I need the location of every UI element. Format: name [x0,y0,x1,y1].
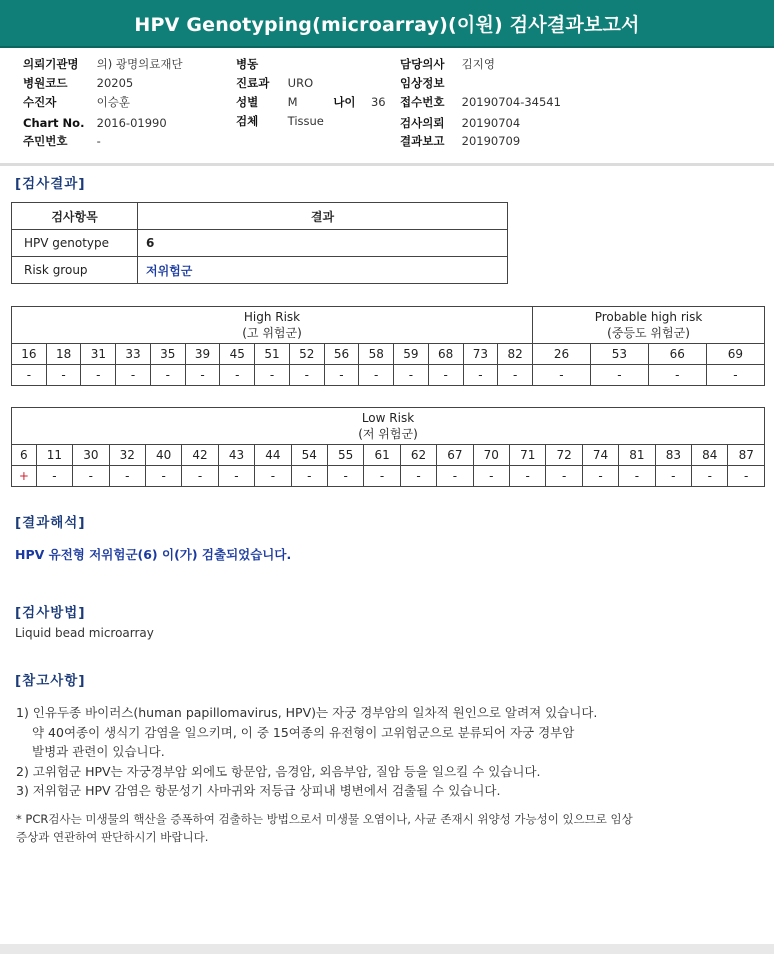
hr-result-cell: - [116,365,151,386]
lr-result-cell: - [291,466,327,487]
hr-result-cell: - [324,365,359,386]
lr-type-cell: 32 [109,445,145,466]
clinical-label: 임상정보 [400,76,445,90]
note-line: 약 40여종이 생식기 감염을 일으키며, 이 중 15여종의 유전형이 고위험군으로 분류되어 자궁 경부암 [32,724,575,740]
note-line: 2) 고위험군 HPV는 자궁경부암 외에도 항문암, 음경암, 외음부암, 질암 등을 일으킬 수 있습니다. [16,763,541,779]
patient-row [23,93,130,111]
hr-type-cell: 73 [463,344,498,365]
receipt-row [400,93,561,111]
lr-type-cell: 72 [546,445,582,466]
hr-result-cell: - [46,365,81,386]
sex-label: 성별 [236,95,259,109]
hr-result-cell: - [590,365,648,386]
lr-result-cell: - [73,466,109,487]
risk-group-item: Risk group [12,257,138,284]
low-risk-types-row [12,445,765,466]
interpretation-text: HPV 유전형 저위험군(6) 이(가) 검출되었습니다. [15,547,292,562]
report-value: 20190709 [461,134,521,148]
report-title: HPV Genotyping(microarray)(이원) 검사결과보고서 [0,0,774,48]
hr-result-cell: - [255,365,290,386]
bottom-bar [0,944,774,954]
hr-type-cell: 16 [12,344,47,365]
specimen-value: Tissue [287,114,324,128]
lr-type-cell: 61 [364,445,400,466]
hr-result-cell: - [185,365,220,386]
lr-type-cell: 74 [582,445,618,466]
lr-result-cell: - [510,466,546,487]
lr-type-cell: 67 [437,445,473,466]
low-risk-results-row [12,466,765,487]
lr-result-cell: - [437,466,473,487]
lr-type-cell: 6 [12,445,37,466]
note-line: 발병과 관련이 있습니다. [32,744,165,759]
clinical-row [400,74,462,92]
lr-result-cell: - [655,466,691,487]
hospital-code-value: 20205 [96,76,134,90]
high-risk-group-label: High Risk [243,310,301,324]
lr-result-cell: - [582,466,618,487]
rrn-row [23,132,101,150]
low-risk-group-label: Low Risk [361,411,415,425]
low-risk-table [11,407,765,487]
lr-type-cell: 84 [692,445,728,466]
lr-type-cell: 70 [473,445,509,466]
lr-type-cell: 54 [291,445,327,466]
doctor-row [400,55,495,73]
dept-row [236,74,313,92]
result-table-header [12,203,508,230]
sex-value: M [287,95,298,109]
method-text: Liquid bead microarray [15,626,154,640]
lr-type-cell: 43 [218,445,254,466]
note-line: 3) 저위험군 HPV 감염은 항문성기 사마귀와 저등급 상피내 병변에서 검출될 수 있습니다. [16,783,501,798]
rrn-value: - [96,134,101,148]
lr-type-cell: 40 [145,445,181,466]
hr-result-cell: - [428,365,463,386]
genotype-result: 6 [138,230,508,257]
hr-type-cell: 82 [498,344,533,365]
lr-type-cell: 42 [182,445,218,466]
high-risk-group-header [12,307,533,344]
receipt-label: 접수번호 [400,95,445,109]
chart-label: Chart No. [23,116,85,130]
lr-result-cell: - [692,466,728,487]
probable-high-risk-group-header [533,307,765,344]
lr-result-cell: - [327,466,363,487]
hr-type-cell: 33 [116,344,151,365]
pcr-footnote [16,810,756,846]
report-row [400,132,520,150]
hr-type-cell: 58 [359,344,394,365]
result-table [11,202,508,284]
request-label: 검사의뢰 [400,116,445,130]
risk-group-result: 저위험군 [138,257,508,284]
section-method-heading: [검사방법] [15,605,86,621]
hr-type-cell: 45 [220,344,255,365]
high-risk-types-row [12,344,765,365]
lr-result-cell: - [255,466,291,487]
hr-type-cell: 39 [185,344,220,365]
hr-type-cell: 69 [706,344,764,365]
lr-result-cell: - [619,466,655,487]
reference-notes [16,703,597,801]
hr-result-cell: - [394,365,429,386]
lr-result-cell: - [546,466,582,487]
lr-type-cell: 71 [510,445,546,466]
high-risk-group-sublabel: (고 위험군) [242,326,302,340]
hr-result-cell: - [81,365,116,386]
hr-result-cell: - [359,365,394,386]
header-divider [0,163,774,166]
lr-type-cell: 81 [619,445,655,466]
specimen-row [236,112,324,130]
doctor-value: 김지영 [461,57,495,71]
patient-label: 수진자 [23,95,57,109]
section-result-heading: [검사결과] [15,176,86,192]
chart-value: 2016-01990 [96,116,167,130]
low-risk-group-row [12,408,765,445]
request-row [400,114,520,132]
section-interpretation-heading: [결과해석] [15,515,86,531]
note-line: 1) 인유두종 바이러스(human papillomavirus, HPV)는 자궁 경부암의 일차적 원인으로 알려져 있습니다. [16,705,598,720]
dept-value: URO [287,76,314,90]
age-label: 나이 [333,95,356,109]
hospital-code-row [23,74,133,92]
genotype-item: HPV genotype [12,230,138,257]
doctor-label: 담당의사 [400,57,445,71]
high-risk-results-row [12,365,765,386]
patient-info [0,52,774,162]
hr-type-cell: 68 [428,344,463,365]
hr-result-cell: - [463,365,498,386]
col-item-header: 검사항목 [12,203,138,230]
hr-type-cell: 66 [648,344,706,365]
hr-type-cell: 52 [289,344,324,365]
table-row [12,230,508,257]
high-risk-table [11,306,765,386]
footnote-line: 증상과 연관하여 판단하시기 바랍니다. [16,830,209,844]
lr-type-cell: 55 [327,445,363,466]
rrn-label: 주민번호 [23,134,68,148]
hr-type-cell: 31 [81,344,116,365]
hr-result-cell: - [706,365,764,386]
specimen-label: 검체 [236,114,259,128]
hr-type-cell: 59 [394,344,429,365]
lr-type-cell: 83 [655,445,691,466]
hr-result-cell: - [533,365,591,386]
hr-result-cell: - [150,365,185,386]
hr-type-cell: 51 [255,344,290,365]
low-risk-group-sublabel: (저 위험군) [358,427,418,441]
hr-type-cell: 56 [324,344,359,365]
institution-row [23,55,183,73]
hr-result-cell: - [648,365,706,386]
lr-result-cell: + [12,466,37,487]
ward-row [236,55,288,73]
probable-high-risk-sublabel: (중등도 위험군) [607,326,690,340]
hr-type-cell: 26 [533,344,591,365]
receipt-value: 20190704-34541 [461,95,561,109]
request-value: 20190704 [461,116,521,130]
high-risk-group-row [12,307,765,344]
hr-result-cell: - [12,365,47,386]
section-references-heading: [참고사항] [15,673,86,689]
lr-result-cell: - [473,466,509,487]
lr-type-cell: 30 [73,445,109,466]
lr-result-cell: - [218,466,254,487]
lr-result-cell: - [728,466,765,487]
table-row [12,257,508,284]
report-label: 결과보고 [400,134,445,148]
lr-result-cell: - [364,466,400,487]
col-result-header: 결과 [138,203,508,230]
ward-label: 병동 [236,57,259,71]
lr-type-cell: 62 [400,445,436,466]
lr-result-cell: - [182,466,218,487]
hr-result-cell: - [498,365,533,386]
institution-value: 의) 광명의료재단 [96,57,183,71]
lr-type-cell: 44 [255,445,291,466]
lr-type-cell: 87 [728,445,765,466]
age-value: 36 [370,95,386,109]
lr-result-cell: - [145,466,181,487]
hr-type-cell: 53 [590,344,648,365]
chart-row [23,114,167,132]
patient-value: 이승훈 [96,95,130,109]
low-risk-group-header [12,408,765,445]
sex-row [236,93,386,111]
dept-label: 진료과 [236,76,270,90]
lr-result-cell: - [400,466,436,487]
hr-type-cell: 18 [46,344,81,365]
probable-high-risk-label: Probable high risk [594,310,703,324]
lr-result-cell: - [36,466,72,487]
institution-label: 의뢰기관명 [23,57,79,71]
hr-result-cell: - [289,365,324,386]
footnote-line: * PCR검사는 미생물의 핵산을 증폭하여 검출하는 방법으로서 미생물 오염이나, 사균 존재시 위양성 가능성이 있으므로 임상 [16,812,633,826]
lr-type-cell: 11 [36,445,72,466]
hr-type-cell: 35 [150,344,185,365]
hospital-code-label: 병원코드 [23,76,68,90]
lr-result-cell: - [109,466,145,487]
hr-result-cell: - [220,365,255,386]
